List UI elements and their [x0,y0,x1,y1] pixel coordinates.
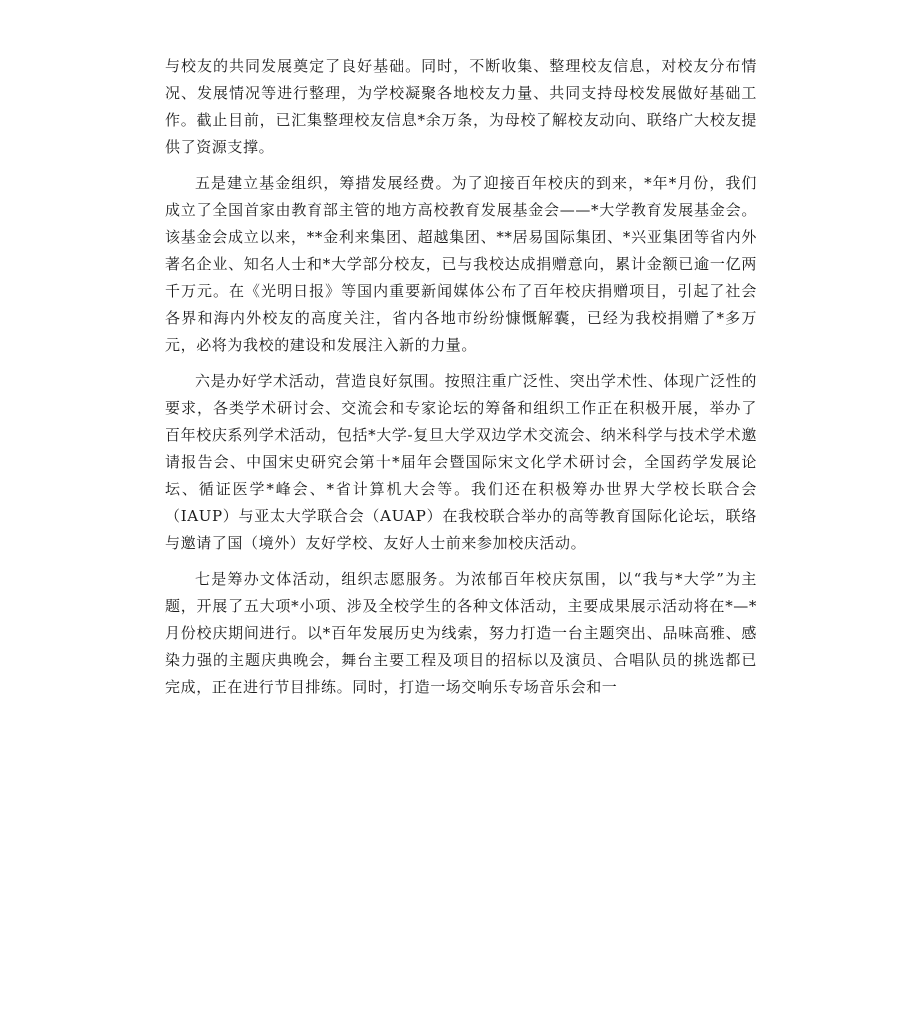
paragraph-cultural-activities: 七是筹办文体活动，组织志愿服务。为浓郁百年校庆氛围，以“我与*大学”为主题，开展了五大项*小项、涉及全校学生的各种文体活动，主要成果展示活动将在*—*月份校庆期间进行。以*百年发展历史为线索，努力打造一台主题突出、品味高雅、感染力强的主题庆典晚会，舞台主要工程及项目的招标以及演员、合唱队员的挑选都已完成，正在进行节目排练。同时，打造一场交响乐专场音乐会和一 [165,570,757,696]
document-body [165,53,757,701]
paragraph-academic-activities: 六是办好学术活动，营造良好氛围。按照注重广泛性、突出学术性、体现广泛性的要求，各类学术研讨会、交流会和专家论坛的筹备和组织工作正在积极开展，举办了百年校庆系列学术活动，包括*大学-复旦大学双边学术交流会、纳米科学与技术学术邀请报告会、中国宋史研究会第十*届年会暨国际宋文化学术研讨会，全国药学发展论坛、循证医学*峰会、*省计算机大会等。我们还在积极筹办世界大学校长联合会（IAUP）与亚太大学联合会（AUAP）在我校联合举办的高等教育国际化论坛，联络与邀请了国（境外）友好学校、友好人士前来参加校庆活动。 [165,372,757,552]
paragraph-alumni-info: 与校友的共同发展奠定了良好基础。同时，不断收集、整理校友信息，对校友分布情况、发展情况等进行整理，为学校凝聚各地校友力量、共同支持母校发展做好基础工作。截止目前，已汇集整理校友信息*余万条，为母校了解校友动向、联络广大校友提供了资源支撑。 [165,57,757,156]
paragraph-foundation: 五是建立基金组织，筹措发展经费。为了迎接百年校庆的到来，*年*月份，我们成立了全国首家由教育部主管的地方高校教育发展基金会——*大学教育发展基金会。该基金会成立以来，**金利来集团、超越集团、**居易国际集团、*兴亚集团等省内外著名企业、知名人士和*大学部分校友，已与我校达成捐赠意向，累计金额已逾一亿两千万元。在《光明日报》等国内重要新闻媒体公布了百年校庆捐赠项目，引起了社会各界和海内外校友的高度关注，省内各地市纷纷慷慨解囊，已经为我校捐赠了*多万元，必将为我校的建设和发展注入新的力量。 [165,174,757,354]
